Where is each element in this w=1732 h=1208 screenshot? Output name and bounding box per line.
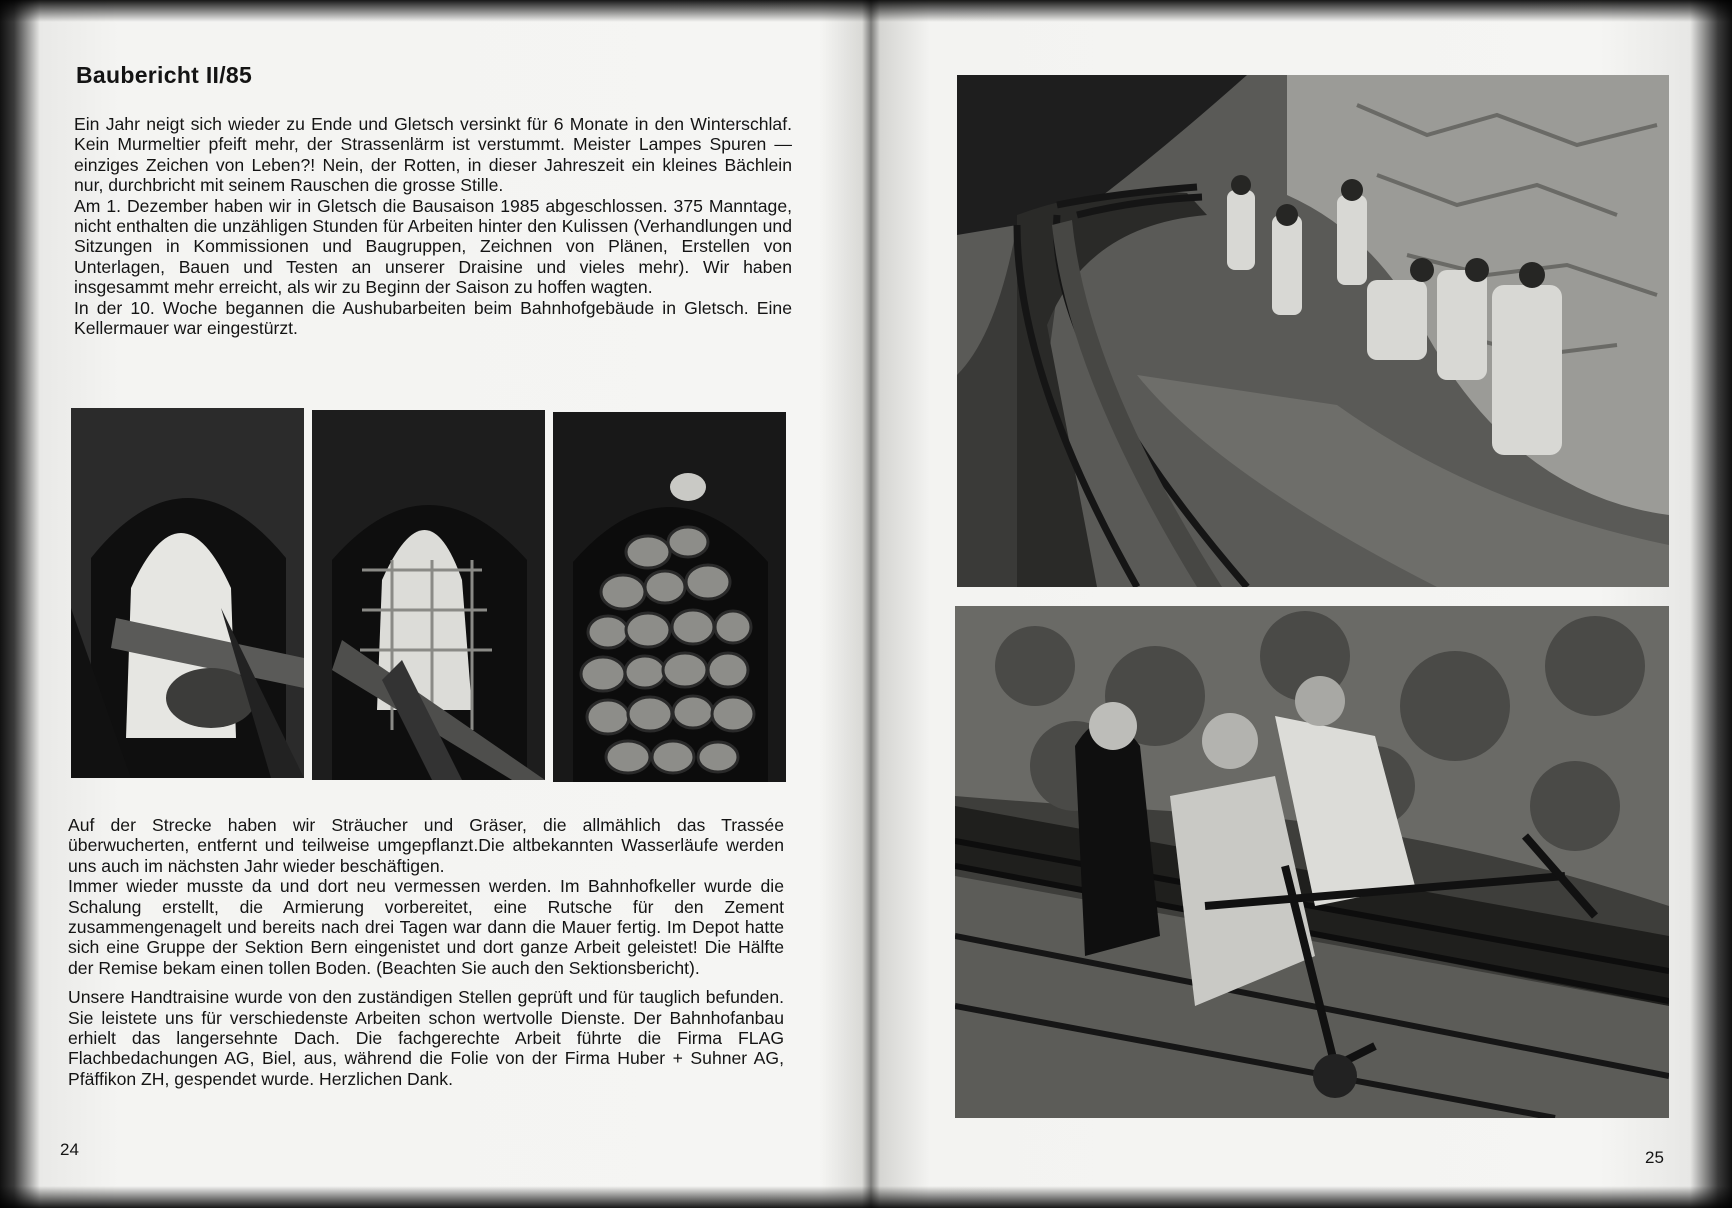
- photo-cellar-stonewall: [553, 412, 786, 782]
- body-paragraph: Immer wieder musste da und dort neu vermessen werden. Im Bahnhofkeller wurde die Schalung erstellt, die Armierung vorbereitet, eine Rutsche für den Zement zusammengenagelt und bereits nach drei Tagen war dann die Mauer fertig. Im Depot hatte sich eine Gruppe der Sektion Bern eingenistet und dort ganze Arbeit geleistet! Die Hälfte der Remise bekam einen tollen Boden. (Beachten Sie auch den Sektionsbericht).: [68, 876, 784, 978]
- page-heading: Baubericht II/85: [76, 62, 253, 88]
- intro-paragraph: Am 1. Dezember haben wir in Gletsch die Bausaison 1985 abgeschlossen. 375 Manntage, nicht enthalten die unzähligen Stunden für Arbeiten hinter den Kulissen (Verhandlungen und Sitzungen in Kommissionen und Baugruppen, Zeichnen von Plänen, Erstellen von Unterlagen, Bauen und Testen an unserer Draisine und vieles mehr). Wir haben insgesammt mehr erreicht, als wir zu Beginn der Saison zu hoffen wagten.: [74, 195, 792, 298]
- intro-paragraph: Ein Jahr neigt sich wieder zu Ende und Gletsch versinkt für 6 Monate in den Winterschlaf. Kein Murmeltier pfeift mehr, der Strassenlärm ist verstummt. Meister Lampes Spuren — einziges Zeichen von Leben?! Nein, der Rotten, in dieser Jahreszeit ein kleines Bächlein nur, durchbricht mit seinem Rauschen die grosse Stille.: [74, 114, 792, 196]
- photo-cellar-collapsed: [71, 408, 304, 778]
- page-number: 25: [1645, 1148, 1664, 1167]
- photo-people-on-draisine: [955, 606, 1669, 1118]
- photo-track-workers: [957, 75, 1669, 587]
- intro-paragraph: In der 10. Woche begannen die Aushubarbeiten beim Bahnhofgebäude in Gletsch. Eine Kellermauer war eingestürzt.: [74, 297, 792, 339]
- page-number: 24: [60, 1140, 79, 1159]
- body-text: [68, 815, 784, 1089]
- body-paragraph: Auf der Strecke haben wir Sträucher und Gräser, die allmählich das Trassée überwucherten, entfernt und teilweise umgepflanzt.Die altbekannten Wasserläufe werden uns auch im nächsten Jahr wieder beschäftigen.: [68, 815, 784, 876]
- body-paragraph: Unsere Handtraisine wurde von den zuständigen Stellen geprüft und für tauglich befunden. Sie leistete uns für verschiedenste Arbeiten schon wertvolle Dienste. Der Bahnhofanbau erhielt das langersehnte Dach. Die fachgerechte Arbeit führte die Firma FLAG Flachbedachungen AG, Biel, aus, während die Folie von der Firma Huber + Suhner AG, Pfäffikon ZH, gespendet wurde. Herzlichen Dank.: [68, 987, 784, 1089]
- right-page: [872, 0, 1732, 1208]
- intro-text: [74, 114, 792, 338]
- photo-cellar-formwork: [312, 410, 545, 780]
